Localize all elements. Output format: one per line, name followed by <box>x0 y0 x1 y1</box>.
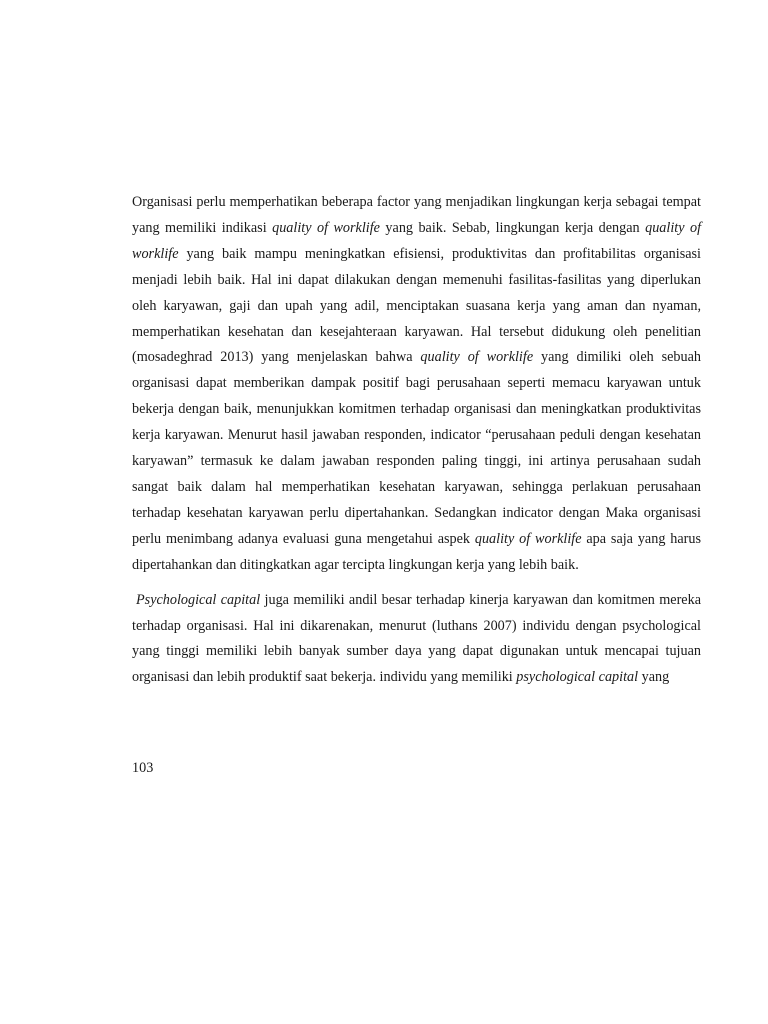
body-text <box>132 190 701 691</box>
italic-term: quality of worklife <box>420 349 534 366</box>
italic-term: quality of worklife <box>132 219 702 262</box>
text-run: yang dimiliki oleh sebuah organisasi dapat memberikan dampak positif bagi perusahaan seperti memacu karyawan untuk bekerja dengan baik, menunjukkan komitmen terhadap organisasi dan meningkatkan produktivitas kerja karyawan. Menurut hasil jawaban responden, indicator “perusahaan peduli dengan kesehatan karyawan” termasuk ke dalam jawaban responden paling tinggi, ini artinya perusahaan sudah sangat baik dalam hal memperhatikan kesehatan karyawan, sehingga perlakuan perusahaan terhadap kesehatan karyawan perlu dipertahankan. Sedangkan indicator dengan Maka organisasi perlu menimbang adanya evaluasi guna mengetahui aspek <box>132 349 701 547</box>
text-run: yang <box>638 669 670 686</box>
italic-term: Psychological capital <box>136 591 261 608</box>
text-run: yang baik mampu meningkatkan efisiensi, produktivitas dan profitabilitas organisasi menjadi lebih baik. Hal ini dapat dilakukan dengan memenuhi fasilitas-fasilitas yang diperlukan oleh karyawan, gaji dan upah yang adil, menciptakan suasana kerja yang aman dan nyaman, memperhatikan kesehatan dan kesejahteraan karyawan. Hal tersebut didukung oleh penelitian (mosadeghrad 2013) yang menjelaskan bahwa <box>132 245 701 366</box>
page-number: 103 <box>132 760 154 776</box>
text-run: Organisasi perlu memperhatikan beberapa factor yang menjadikan lingkungan kerja sebagai tempat yang memiliki indikasi <box>132 194 701 236</box>
text-run: apa saja yang harus dipertahankan dan ditingkatkan agar tercipta lingkungan kerja yang lebih baik. <box>132 530 701 573</box>
italic-term: psychological capital <box>516 669 639 686</box>
paragraph-quality-of-worklife <box>132 190 701 579</box>
text-run: yang baik. Sebab, lingkungan kerja dengan <box>379 219 646 236</box>
text-run: juga memiliki andil besar terhadap kinerja karyawan dan komitmen mereka terhadap organisasi. Hal ini dikarenakan, menurut (luthans 2007) individu dengan psychological yang tinggi memiliki lebih banyak sumber daya yang dapat digunakan untuk mencapai tujuan organisasi dan lebih produktif saat bekerja. individu yang memiliki <box>132 591 701 686</box>
paragraph-psychological-capital <box>132 588 701 692</box>
italic-term: quality of worklife <box>474 530 582 547</box>
italic-term: quality of worklife <box>272 219 380 236</box>
